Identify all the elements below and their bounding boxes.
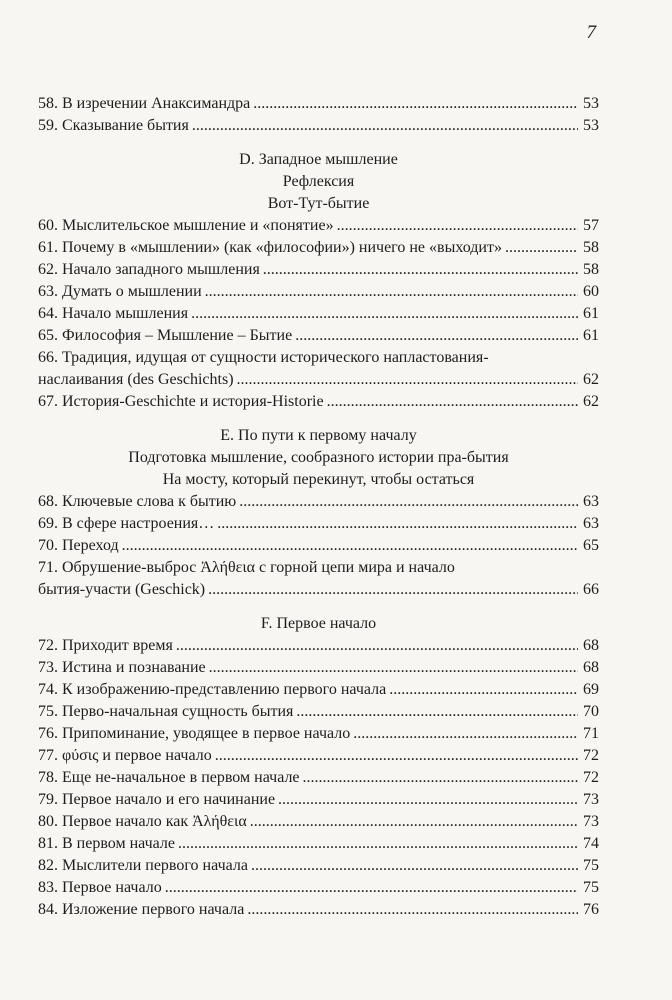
toc-entry-title: 68. Ключевые слова к бытию bbox=[38, 493, 237, 510]
toc-entry-page: 68 bbox=[583, 637, 599, 654]
toc-entry bbox=[38, 723, 599, 745]
toc-entry-title: 61. Почему в «мышлении» (как «философии») ничего не «выходит» bbox=[38, 239, 502, 256]
toc-entry-page: 63 bbox=[583, 493, 599, 510]
toc-entry bbox=[38, 899, 599, 921]
toc-entry bbox=[38, 701, 599, 723]
toc-entry bbox=[38, 281, 599, 303]
toc-entry bbox=[38, 259, 599, 281]
toc-entry-page: 73 bbox=[583, 791, 599, 808]
toc-entry-page: 58 bbox=[583, 261, 599, 278]
toc-entry-page: 75 bbox=[583, 857, 599, 874]
leader-dots bbox=[239, 491, 578, 513]
toc-entry-page: 76 bbox=[583, 901, 599, 918]
toc-entry-title: 58. В изречении Анаксимандра bbox=[38, 95, 251, 112]
toc-entry-page: 69 bbox=[583, 681, 599, 698]
leader-dots bbox=[389, 679, 578, 701]
toc-entry-title: 84. Изложение первого начала bbox=[38, 901, 245, 918]
toc-entry-title: 83. Первое начало bbox=[38, 879, 162, 896]
toc-entry bbox=[38, 557, 599, 601]
toc-entry-page: 75 bbox=[583, 879, 599, 896]
toc-entry-title: 69. В сфере настроения… bbox=[38, 515, 215, 532]
toc-entry-title: 80. Первое начало как Ἀλήθεια bbox=[38, 813, 247, 830]
toc-entry-page: 63 bbox=[583, 515, 599, 532]
toc-entry-page: 61 bbox=[583, 327, 599, 344]
toc-entry-page: 60 bbox=[583, 283, 599, 300]
toc-entry bbox=[38, 513, 599, 535]
leader-dots bbox=[295, 325, 578, 347]
toc-entry bbox=[38, 657, 599, 679]
toc-entry-title-continued: бытия-участи (Geschick) bbox=[38, 581, 206, 598]
toc-entry-title-continued: наслаивания (des Geschichts) bbox=[38, 371, 234, 388]
toc-entry-title: 77. φύσις и первое начало bbox=[38, 747, 212, 764]
toc-entry-title: 82. Мыслители первого начала bbox=[38, 857, 248, 874]
toc-entry bbox=[38, 833, 599, 855]
toc-entry-line bbox=[38, 579, 599, 601]
section-subheading: На мосту, который перекинут, чтобы остаться bbox=[162, 471, 475, 488]
leader-dots bbox=[176, 635, 578, 657]
toc-entry-title: 63. Думать о мышлении bbox=[38, 283, 202, 300]
toc-entry-page: 61 bbox=[583, 305, 599, 322]
leader-dots bbox=[192, 115, 578, 137]
leader-dots bbox=[209, 657, 578, 679]
toc-entry bbox=[38, 391, 599, 413]
toc-entry bbox=[38, 347, 599, 391]
leader-dots bbox=[253, 93, 578, 115]
leader-dots bbox=[247, 899, 578, 921]
toc-entry bbox=[38, 325, 599, 347]
toc-entry-page: 72 bbox=[583, 747, 599, 764]
toc-entry-page: 70 bbox=[583, 703, 599, 720]
leader-dots bbox=[215, 745, 578, 767]
leader-dots bbox=[278, 789, 578, 811]
leader-dots bbox=[165, 877, 578, 899]
toc-entry-page: 58 bbox=[583, 239, 599, 256]
toc-entry-title: 76. Припоминание, уводящее в первое начало bbox=[38, 725, 351, 742]
toc-entry bbox=[38, 303, 599, 325]
toc-entry-title: 74. К изображению-представлению первого начала bbox=[38, 681, 387, 698]
toc-entry-title: 75. Перво-начальная сущность бытия bbox=[38, 703, 294, 720]
toc-entry-page: 68 bbox=[583, 659, 599, 676]
toc-entry bbox=[38, 767, 599, 789]
toc-entry bbox=[38, 789, 599, 811]
leader-dots bbox=[237, 369, 578, 391]
leader-dots bbox=[251, 855, 578, 877]
toc-entry bbox=[38, 679, 599, 701]
toc-entry-title: 79. Первое начало и его начинание bbox=[38, 791, 276, 808]
section-heading: D. Западное мышление bbox=[239, 151, 398, 168]
leader-dots bbox=[303, 767, 578, 789]
toc-entry-page: 57 bbox=[583, 217, 599, 234]
page-number: 7 bbox=[586, 22, 596, 43]
section-heading: F. Первое начало bbox=[260, 615, 377, 632]
toc-entry bbox=[38, 855, 599, 877]
leader-dots bbox=[327, 391, 578, 413]
toc-entry bbox=[38, 535, 599, 557]
leader-dots bbox=[208, 579, 578, 601]
toc-entry-page: 65 bbox=[583, 537, 599, 554]
section-heading: E. По пути к первому началу bbox=[220, 427, 417, 444]
toc-entry-page: 74 bbox=[583, 835, 599, 852]
toc-entry-title: 59. Сказывание бытия bbox=[38, 117, 189, 134]
toc-entry-title: 81. В первом начале bbox=[38, 835, 175, 852]
toc-entry-page: 73 bbox=[583, 813, 599, 830]
toc-entry-title: 71. Обрушение-выброс Ἀλήθεια с горной цепи мира и начало bbox=[38, 559, 455, 576]
toc-entry bbox=[38, 877, 599, 899]
toc-entry-title: 72. Приходит время bbox=[38, 637, 173, 654]
toc-entry-line bbox=[38, 369, 599, 391]
leader-dots bbox=[178, 833, 578, 855]
toc-entry-page: 53 bbox=[583, 117, 599, 134]
toc-entry bbox=[38, 491, 599, 513]
toc-entry-page: 62 bbox=[583, 393, 599, 410]
toc-entry-title: 64. Начало мышления bbox=[38, 305, 189, 322]
toc-entry bbox=[38, 745, 599, 767]
toc-entry-page: 66 bbox=[583, 581, 599, 598]
toc-entry-title: 65. Философия – Мышление – Бытие bbox=[38, 327, 293, 344]
toc-entry bbox=[38, 811, 599, 833]
toc-entry-title: 70. Переход bbox=[38, 537, 119, 554]
section-subheading: Рефлексия bbox=[282, 173, 355, 190]
leader-dots bbox=[263, 259, 578, 281]
toc-entry-page: 62 bbox=[583, 371, 599, 388]
leader-dots bbox=[250, 811, 578, 833]
leader-dots bbox=[217, 513, 578, 535]
toc-entry-title: 67. История-Geschichte и история-Historie bbox=[38, 393, 324, 410]
toc-entry-title: 78. Еще не-начальное в первом начале bbox=[38, 769, 300, 786]
leader-dots bbox=[122, 535, 578, 557]
toc-entry bbox=[38, 115, 599, 137]
leader-dots bbox=[191, 303, 578, 325]
toc-entry-title: 60. Мыслительское мышление и «понятие» bbox=[38, 217, 334, 234]
toc-entry bbox=[38, 93, 599, 115]
toc-entry-title: 73. Истина и познавание bbox=[38, 659, 206, 676]
table-of-contents bbox=[38, 93, 599, 921]
toc-entry-title: 62. Начало западного мышления bbox=[38, 261, 260, 278]
toc-entry bbox=[38, 635, 599, 657]
toc-entry bbox=[38, 237, 599, 259]
toc-entry-title: 66. Традиция, идущая от сущности исторического напластования- bbox=[38, 349, 489, 366]
leader-dots bbox=[296, 701, 578, 723]
toc-entry bbox=[38, 215, 599, 237]
toc-entry-page: 53 bbox=[583, 95, 599, 112]
leader-dots bbox=[353, 723, 578, 745]
leader-dots bbox=[205, 281, 578, 303]
section-subheading: Вот-Тут-бытие bbox=[267, 195, 370, 212]
leader-dots bbox=[505, 237, 578, 259]
toc-entry-page: 71 bbox=[583, 725, 599, 742]
leader-dots bbox=[337, 215, 578, 237]
toc-entry-page: 72 bbox=[583, 769, 599, 786]
section-subheading: Подготовка мышление, сообразного истории пра-бытия bbox=[128, 449, 509, 466]
